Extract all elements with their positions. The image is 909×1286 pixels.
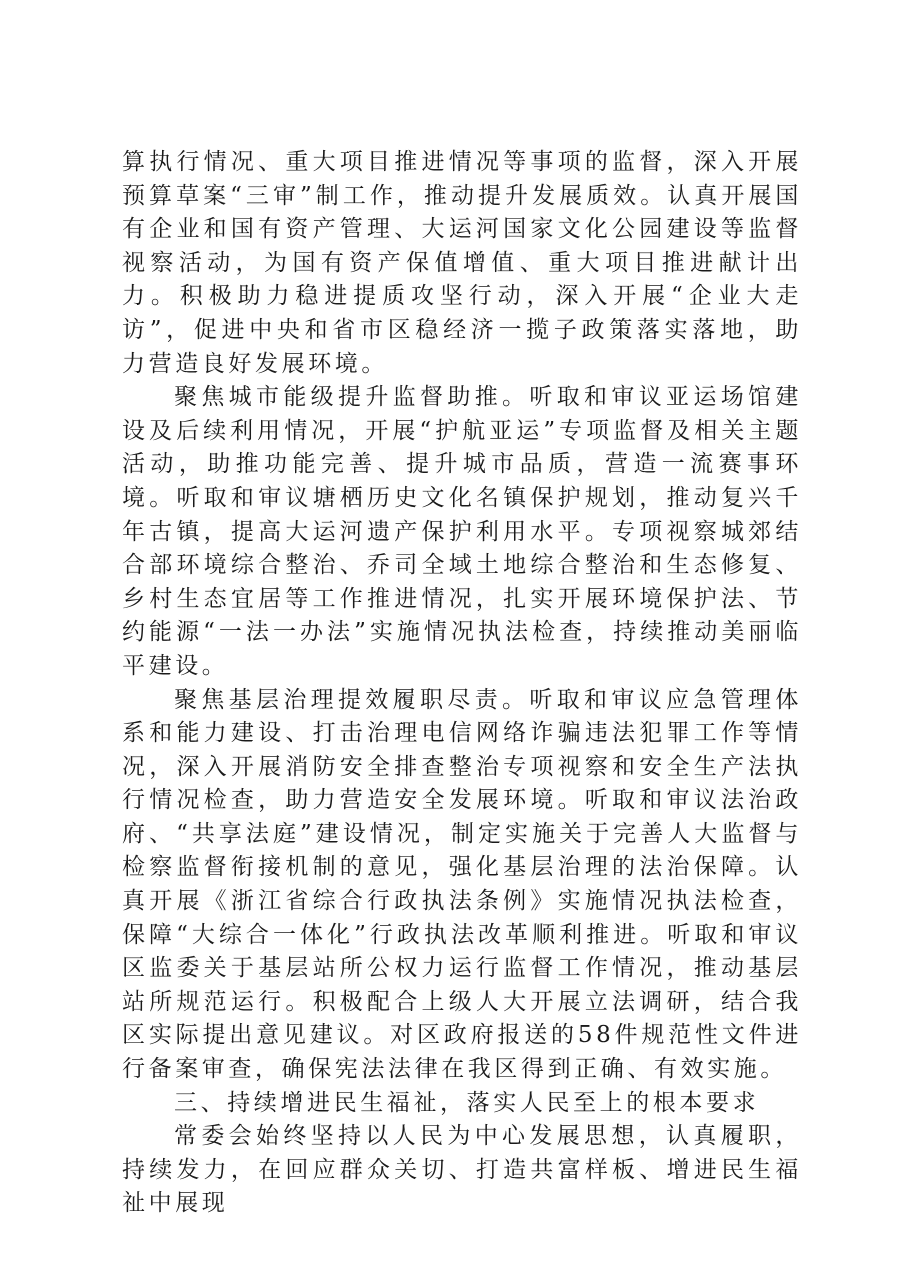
paragraph-grassroots-governance: 聚焦基层治理提效履职尽责。听取和审议应急管理体系和能力建设、打击治理电信网络诈骗违法犯罪工作等情况，深入开展消防安全排查整治专项视察和安全生产法执行情况检查，助力营造安全发展环境。听取和审议法治政府、“共享法庭”建设情况，制定实施关于完善人大监督与检察监督衔接机制的意见，强化基层治理的法治保障。认真开展《浙江省综合行政执法条例》实施情况执法检查，保障“大综合一体化”行政执法改革顺利推进。听取和审议区监委关于基层站所公权力运行监督工作情况，推动基层站所规范运行。积极配合上级人大开展立法调研，结合我区实际提出意见建议。对区政府报送的58件规范性文件进行备案审查，确保宪法法律在我区得到正确、有效实施。 [122, 686, 802, 1083]
section-heading-people-wellbeing: 三、持续增进民生福祉，落实人民至上的根本要求 [174, 1089, 760, 1116]
document-body [122, 146, 802, 1221]
paragraph-city-capacity: 聚焦城市能级提升监督助推。听取和审议亚运场馆建设及后续利用情况，开展“护航亚运”专项监督及相关主题活动，助推功能完善、提升城市品质，营造一流赛事环境。听取和审议塘栖历史文化名镇保护规划，推动复兴千年古镇，提高大运河遗产保护利用水平。专项视察城郊结合部环境综合整治、乔司全域土地综合整治和生态修复、乡村生态宜居等工作推进情况，扎实开展环境保护法、节约能源“一法一办法”实施情况执法检查，持续推动美丽临平建设。 [122, 384, 802, 679]
paragraph-people-centered: 常委会始终坚持以人民为中心发展思想，认真履职，持续发力，在回应群众关切、打造共富样板、增进民生福祉中展现 [122, 1123, 802, 1217]
paragraph-budget-supervision: 算执行情况、重大项目推进情况等事项的监督，深入开展预算草案“三审”制工作，推动提升发展质效。认真开展国有企业和国有资产管理、大运河国家文化公园建设等监督视察活动，为国有资产保值增值、重大项目推进献计出力。积极助力稳进提质攻坚行动，深入开展“企业大走访”，促进中央和省市区稳经济一揽子政策落实落地，助力营造良好发展环境。 [122, 149, 802, 377]
